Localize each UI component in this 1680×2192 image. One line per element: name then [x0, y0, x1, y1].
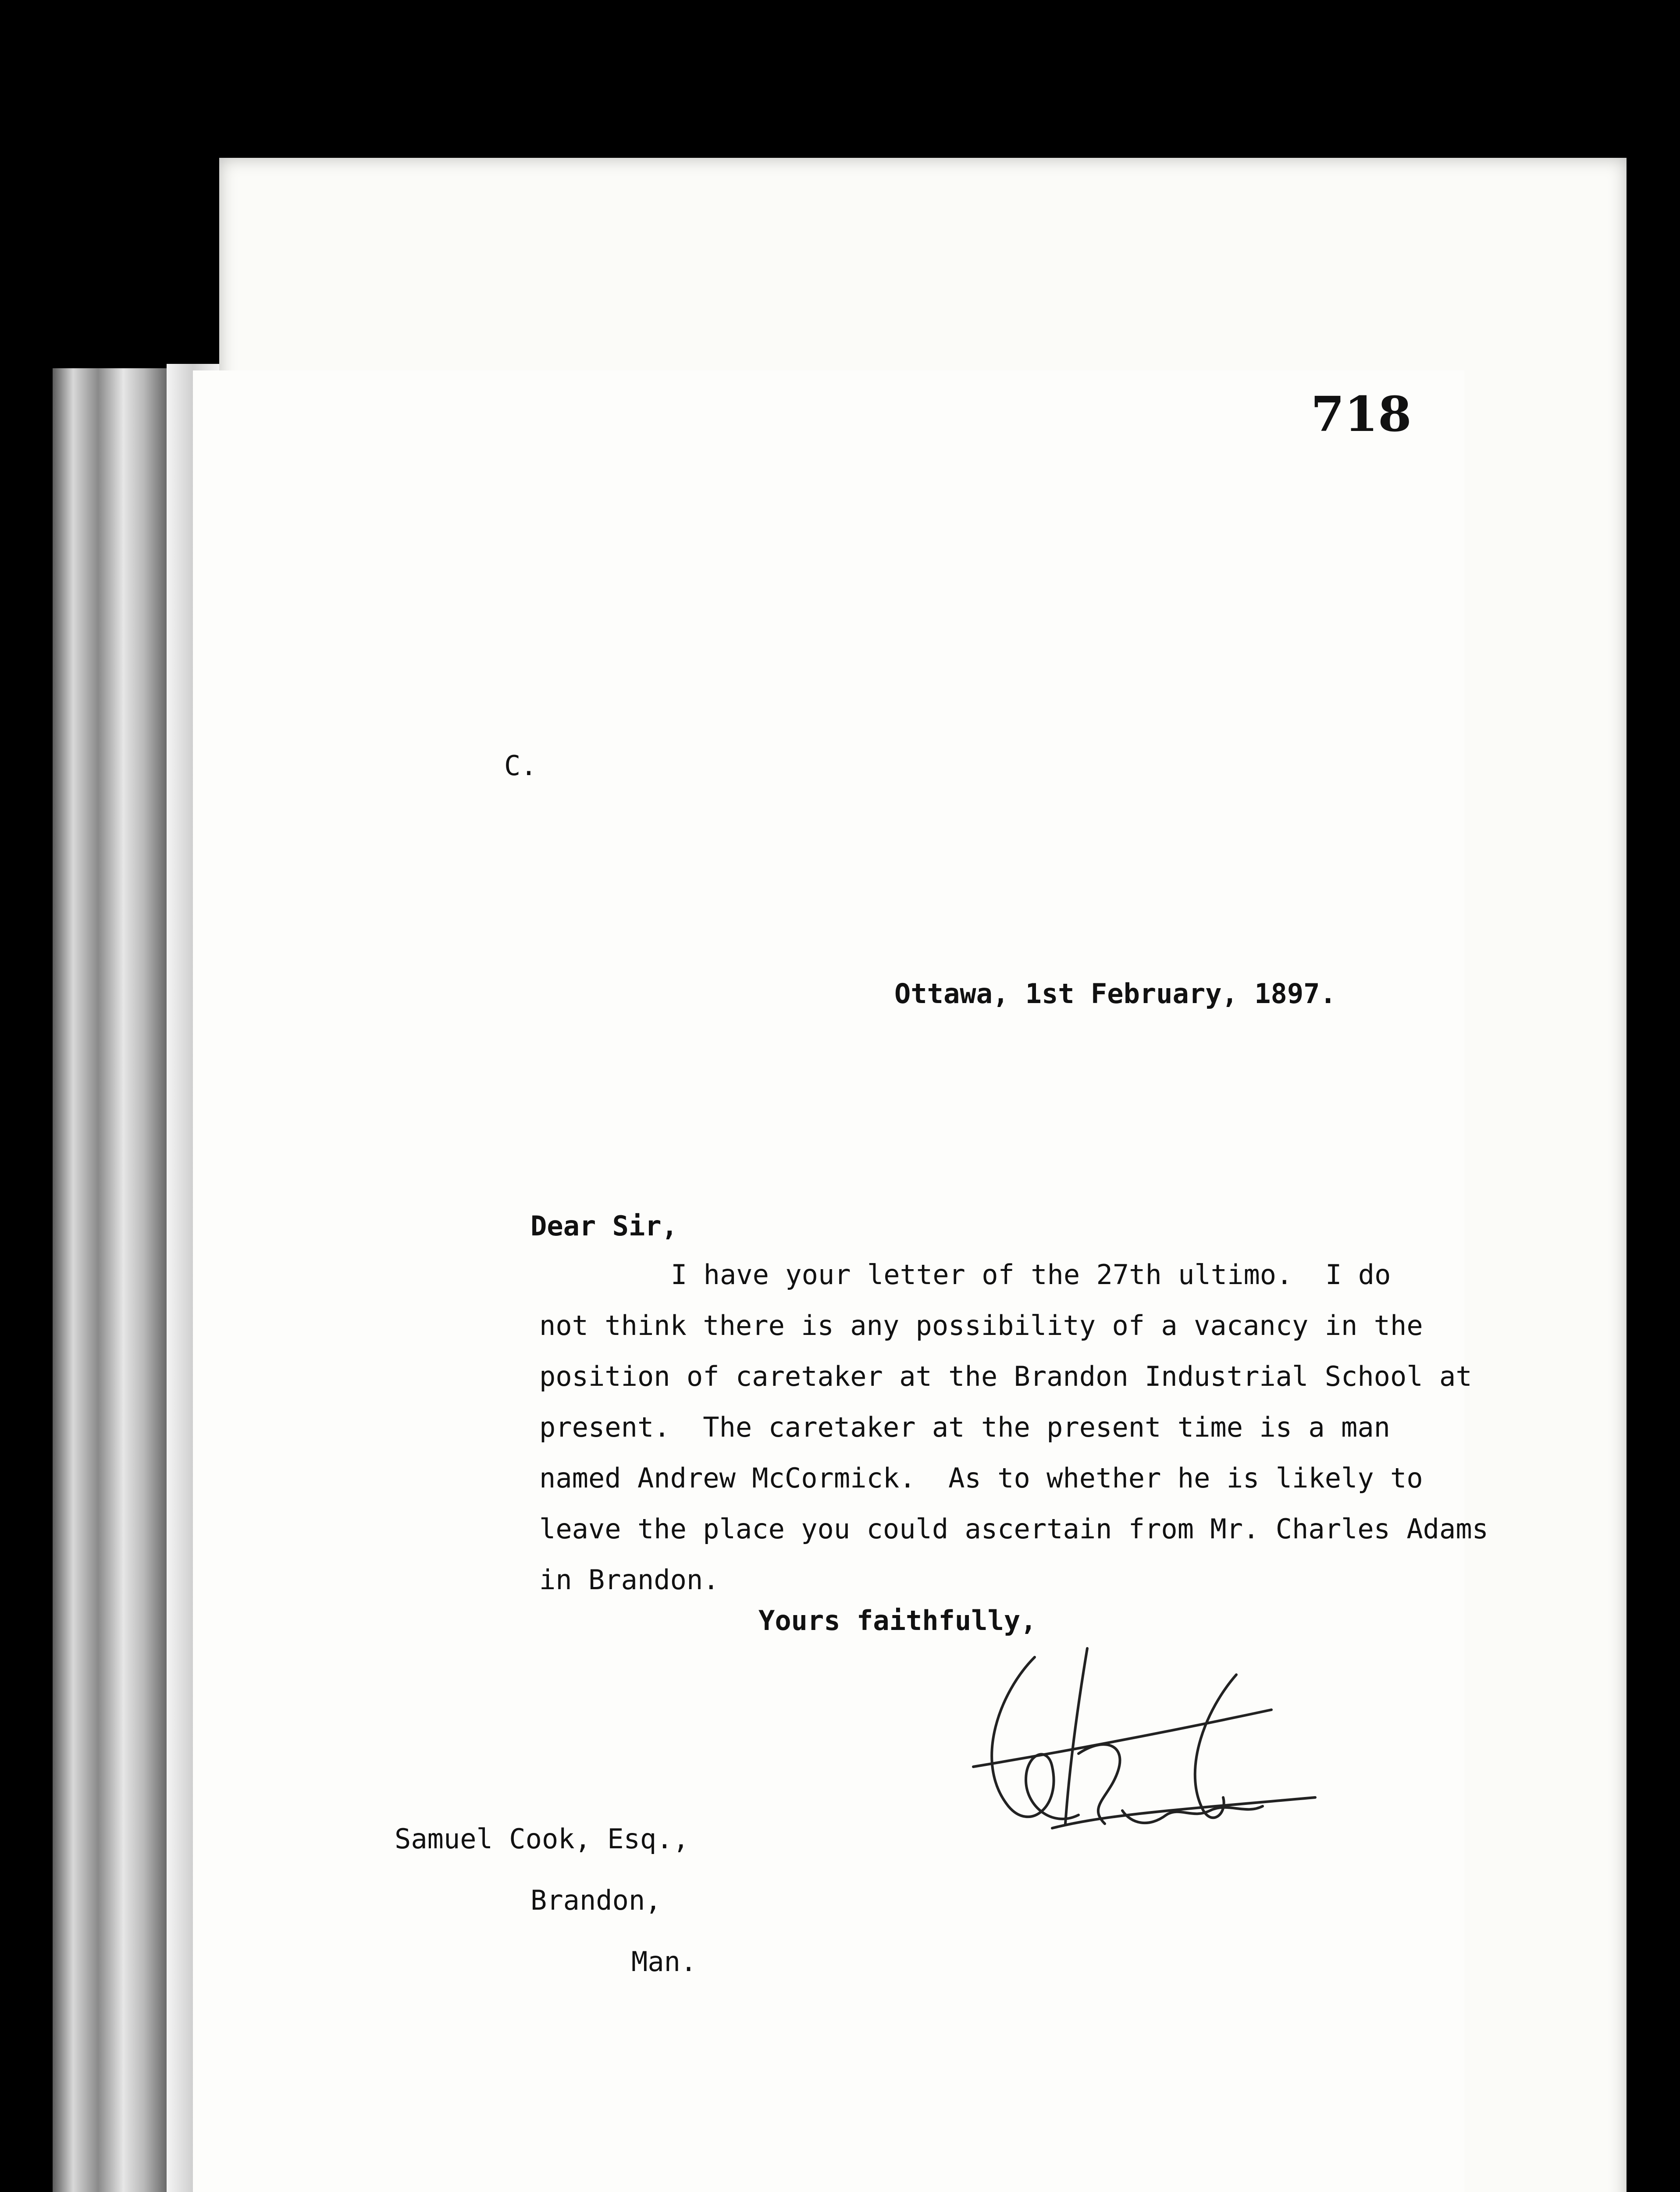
file-mark: C.: [504, 750, 537, 782]
closing: Yours faithfully,: [758, 1605, 1037, 1637]
dateline: Ottawa, 1st February, 1897.: [894, 978, 1336, 1010]
body-line: leave the place you could ascertain from Mr. Charles Adams: [539, 1513, 1488, 1545]
letter-body: [539, 1249, 1488, 1605]
body-line: position of caretaker at the Brandon Industrial School at: [539, 1360, 1472, 1392]
body-line: not think there is any possibility of a vacancy in the: [539, 1310, 1423, 1342]
salutation: Dear Sir,: [530, 1210, 678, 1242]
addressee-city: Brandon,: [530, 1884, 662, 1916]
page-number: 718: [1311, 386, 1412, 442]
microfilm-edge-band: [53, 368, 167, 2192]
body-line: I have your letter of the 27th ultimo. I do: [671, 1259, 1391, 1291]
body-line: in Brandon.: [539, 1564, 719, 1596]
addressee-name: Samuel Cook, Esq.,: [395, 1823, 689, 1855]
handwritten-signature: [921, 1622, 1359, 1929]
body-line: named Andrew McCormick. As to whether he is likely to: [539, 1462, 1423, 1494]
body-line: present. The caretaker at the present time is a man: [539, 1411, 1391, 1443]
addressee-province: Man.: [631, 1946, 697, 1978]
addressee-block: [395, 1808, 697, 1993]
